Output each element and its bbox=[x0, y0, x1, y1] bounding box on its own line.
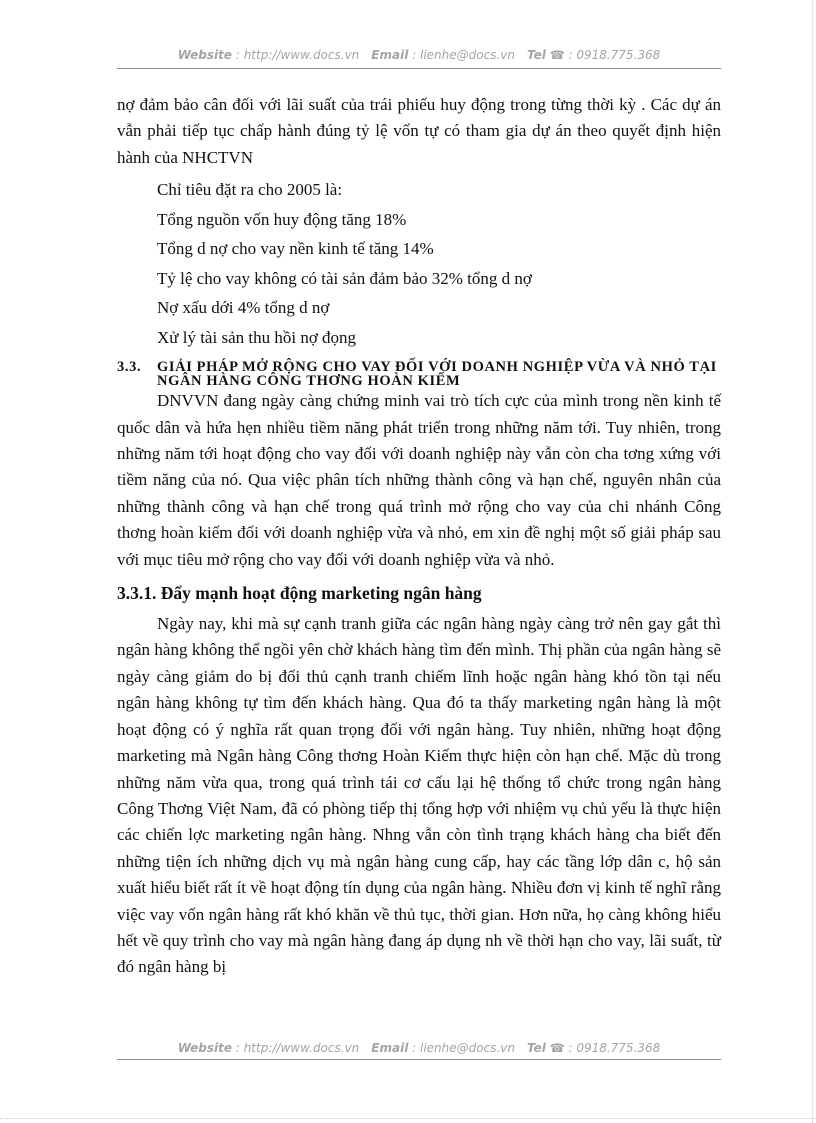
page-header: Website : http://www.docs.vn Email : lienhe@docs.vn Tel ☎ : 0918.775.368 bbox=[177, 48, 661, 62]
page-footer: Website : http://www.docs.vn Email : lienhe@docs.vn Tel ☎ : 0918.775.368 bbox=[177, 1041, 661, 1055]
header-website-label: Website bbox=[177, 48, 233, 62]
footer-tel-label: Tel bbox=[526, 1041, 546, 1055]
target-item: Xử lý tài sản thu hồi nợ đọng bbox=[157, 327, 357, 347]
document-body bbox=[117, 92, 721, 981]
footer-email-label: Email bbox=[371, 1041, 409, 1055]
target-item: Tỷ lệ cho vay không có tài sản đảm bảo 32% tổng d nợ bbox=[157, 268, 532, 288]
footer-email-link[interactable]: lienhe@docs.vn bbox=[419, 1041, 515, 1055]
page-edge bbox=[0, 1118, 816, 1119]
footer-rule bbox=[117, 1059, 721, 1060]
target-item: Nợ xấu dới 4% tổng d nợ bbox=[157, 298, 330, 318]
section-title: GIẢI PHÁP MỞ RỘNG CHO VAY ĐỐI VỚI DOANH NGHIỆP VỪA VÀ NHỎ TẠI NGÂN HÀNG CÔNG THƠNG HOÀN KIẾM bbox=[157, 359, 717, 390]
subsection-heading: 3.3.1. Đẩy mạnh hoạt động marketing ngân hàng bbox=[117, 583, 482, 604]
intro-paragraph: nợ đảm bảo cân đối với lãi suất của trái phiếu huy động trong từng thời kỳ . Các dự án vẫn phải tiếp tục chấp hành đúng tỷ lệ vốn tự có tham gia dự án theo quyết định hiện hành của NHCTVN bbox=[117, 95, 721, 167]
header-website-link[interactable]: http://www.docs.vn bbox=[243, 48, 360, 62]
page-edge bbox=[812, 0, 813, 1123]
footer-website-link[interactable]: http://www.docs.vn bbox=[243, 1041, 360, 1055]
section-number: 3.3. bbox=[117, 359, 142, 376]
header-email-label: Email bbox=[371, 48, 409, 62]
header-email-link[interactable]: lienhe@docs.vn bbox=[419, 48, 515, 62]
section-paragraph: DNVVN đang ngày càng chứng minh vai trò tích cực của mình trong nền kinh tế quốc dân và hứa hẹn nhiều tiềm năng phát triển trong những năm tới. Tuy nhiên, trong những năm tới hoạt động cho vay đối với doanh nghiệp này vẫn còn cha tơng xứng với tiềm năng của nó. Qua việc phân tích những thành công và hạn chế, nguyên nhân của những thành công và hạn chế trong quá trình mở rộng cho vay của chi nhánh Công thơng hoàn kiếm đối với doanh nghiệp vừa và nhỏ, em xin đề nghị một số giải pháp sau với mục tiêu mở rộng cho vay đối với doanh nghiệp vừa và nhỏ. bbox=[117, 391, 721, 569]
header-tel-value: 0918.775.368 bbox=[576, 48, 661, 62]
phone-icon: ☎ bbox=[549, 1041, 565, 1055]
target-item: Tổng nguồn vốn huy động tăng 18% bbox=[157, 209, 407, 229]
targets-intro: Chỉ tiêu đặt ra cho 2005 là: bbox=[157, 180, 343, 200]
footer-website-label: Website bbox=[177, 1041, 233, 1055]
header-tel-label: Tel bbox=[526, 48, 546, 62]
section-heading bbox=[117, 360, 721, 388]
footer-tel-value: 0918.775.368 bbox=[576, 1041, 661, 1055]
phone-icon: ☎ bbox=[549, 48, 565, 62]
target-item: Tổng d nợ cho vay nền kinh tế tăng 14% bbox=[157, 239, 434, 259]
header-rule bbox=[117, 68, 721, 69]
subsection-paragraph: Ngày nay, khi mà sự cạnh tranh giữa các ngân hàng ngày càng trở nên gay gắt thì ngân hàng không thể ngồi yên chờ khách hàng tìm đến mình. Thị phần của ngân hàng sẽ ngày càng giảm do bị đối thủ cạnh tranh chiếm lĩnh hoặc ngân hàng khó tồn tại nếu ngân hàng không tự tìm đến khách hàng. Qua đó ta thấy marketing ngân hàng là một hoạt động có ý nghĩa rất quan trọng đối với ngân hàng. Tuy nhiên, những hoạt động marketing mà Ngân hàng Công thơng Hoàn Kiếm thực hiện còn hạn chế. Mặc dù trong những năm vừa qua, trong quá trình tái cơ cấu lại hệ thống tổ chức trong ngân hàng Công Thơng Việt Nam, đã có phòng tiếp thị tổng hợp với nhiệm vụ chủ yếu là thực hiện các chiến lợc marketing ngân hàng. Nhng vẫn còn tình trạng khách hàng cha biết đến những tiện ích những dịch vụ mà ngân hàng cung cấp, hay các tầng lớp dân c, hộ sản xuất hiểu biết rất ít về hoạt động tín dụng của ngân hàng. Nhiều đơn vị kinh tế nghĩ rằng việc vay vốn ngân hàng rất khó khăn về thủ tục, thời gian. Hơn nữa, họ càng không hiểu hết về quy trình cho vay mà ngân hàng đang áp dụng nh về thời hạn cho vay, lãi suất, từ đó ngân hàng bị bbox=[117, 614, 721, 977]
